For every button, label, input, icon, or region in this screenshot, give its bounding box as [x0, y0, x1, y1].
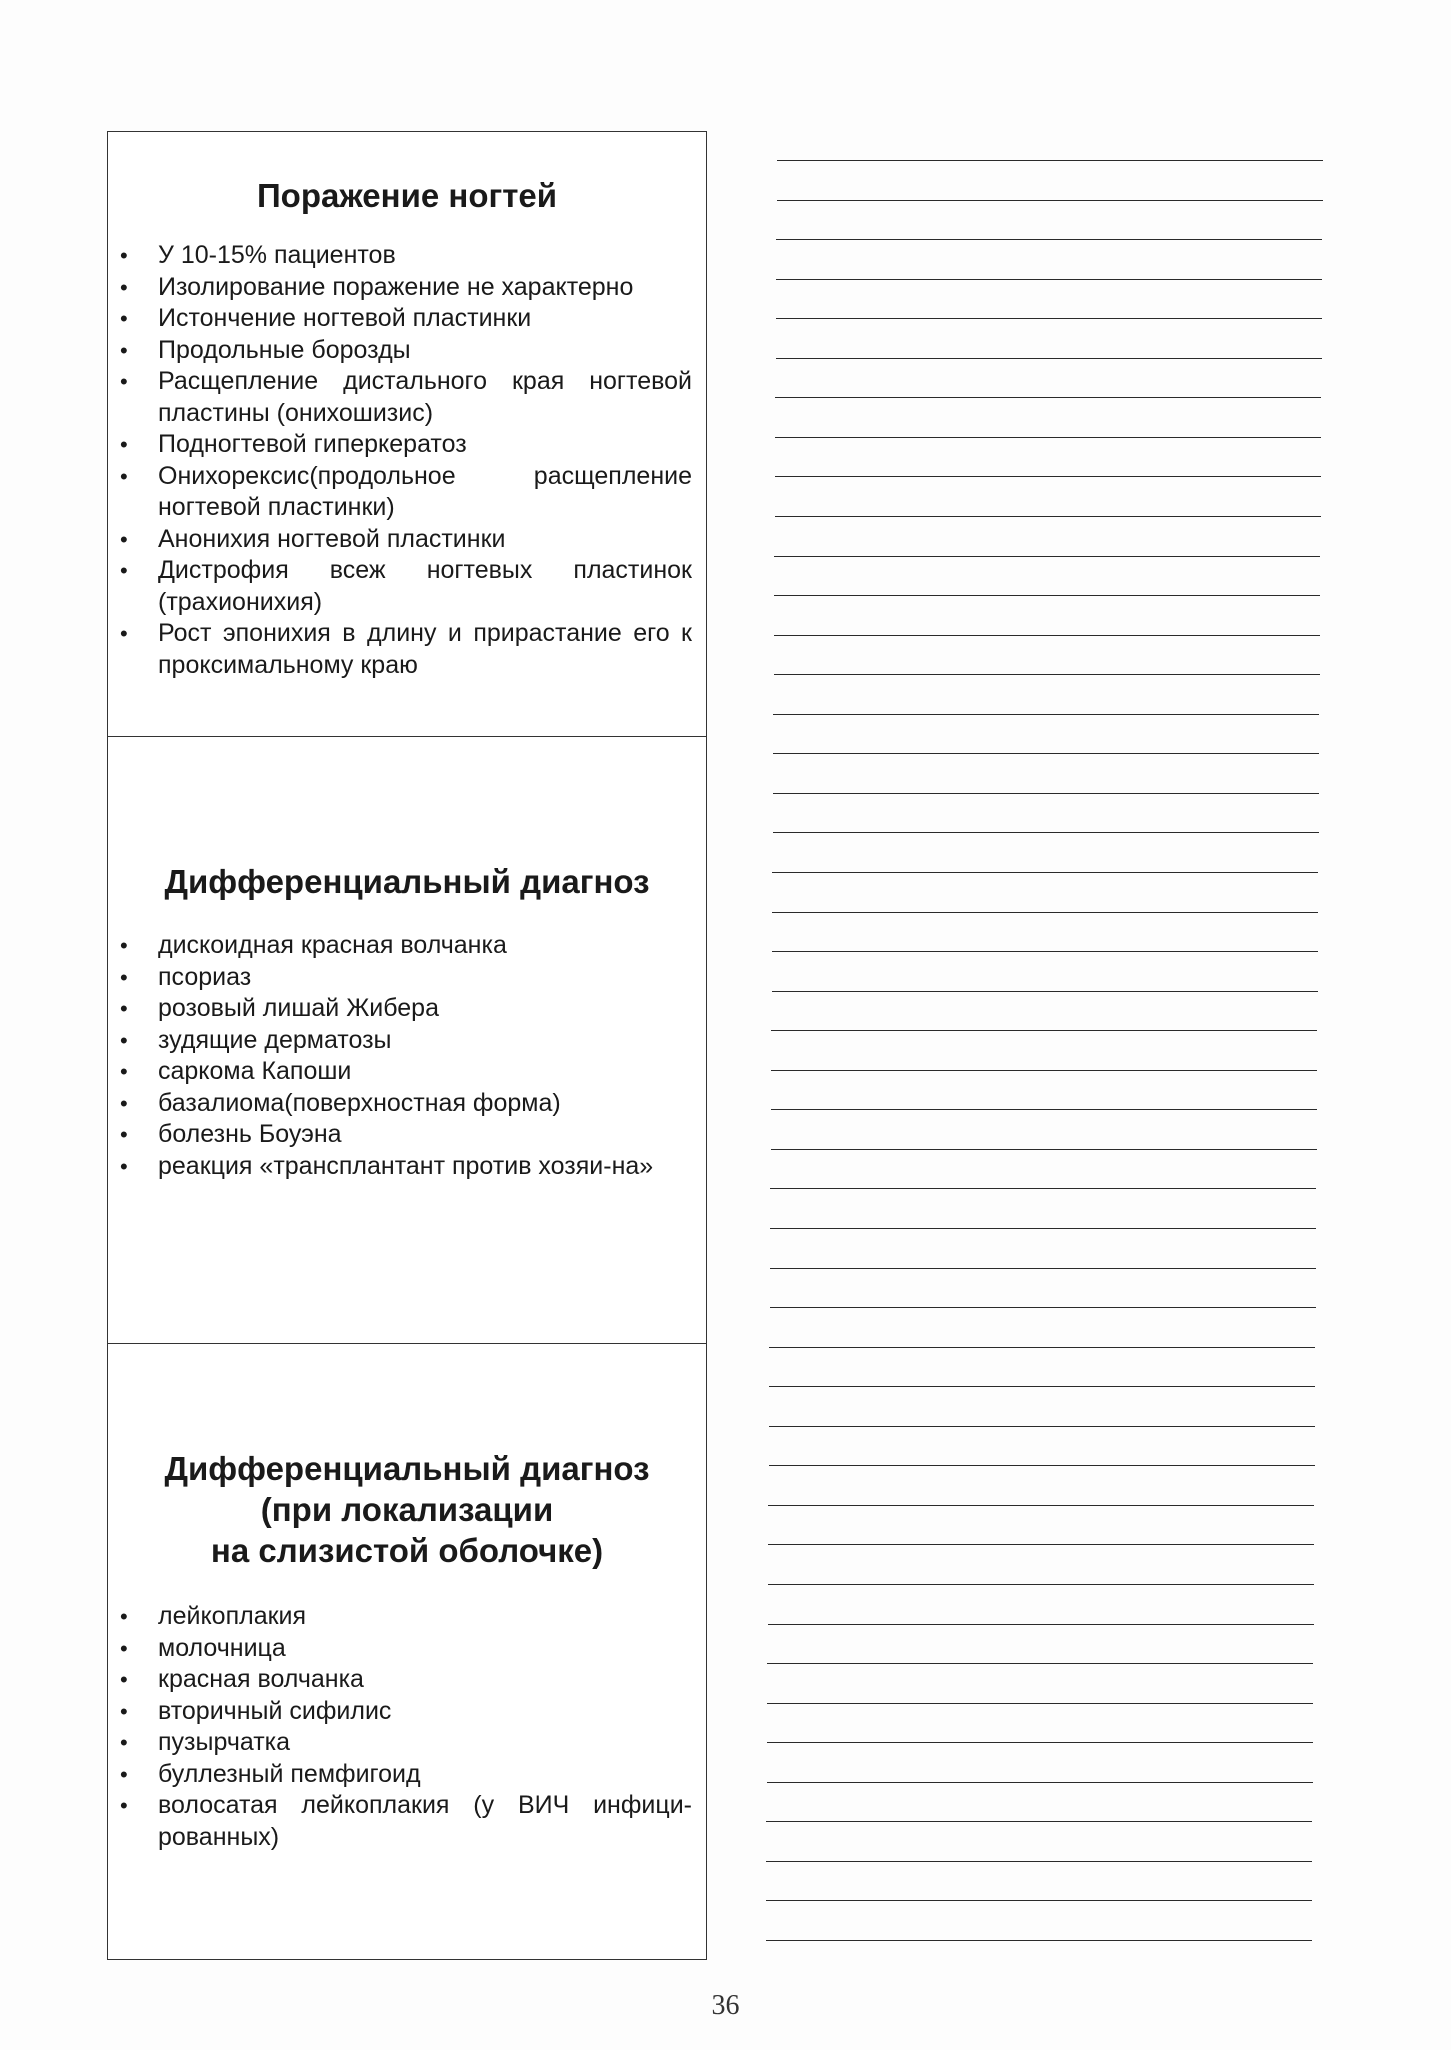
bullet-icon: •	[120, 1153, 128, 1179]
page-number: 36	[711, 1990, 740, 2021]
note-line	[771, 1149, 1317, 1150]
note-line	[773, 753, 1319, 754]
note-line	[767, 1663, 1313, 1664]
bullet-icon: •	[120, 1793, 128, 1818]
bullet-icon: •	[120, 1604, 128, 1629]
note-line	[772, 872, 1318, 873]
note-line	[771, 1030, 1317, 1031]
note-line	[769, 1386, 1315, 1387]
list-item: • Истончение ногтевой пластинки	[108, 303, 706, 335]
bullet-icon: •	[120, 558, 128, 583]
bullet-icon: •	[120, 243, 128, 268]
note-line	[770, 1307, 1316, 1308]
bullet-icon: •	[120, 996, 128, 1021]
list-item: • буллезный пемфигоид	[108, 1759, 706, 1791]
bullet-icon: •	[120, 933, 128, 958]
bullet-list	[108, 1601, 706, 1853]
slide-title	[108, 1344, 706, 1571]
note-line	[767, 1782, 1313, 1783]
bullet-icon: •	[120, 1635, 128, 1661]
list-item: • Онихорексис(продольное расщепление ногтевой пластинки)	[120, 461, 692, 521]
note-line	[768, 1584, 1314, 1585]
slide-differential-diagnosis-mucosa	[107, 1344, 707, 1960]
list-item: • Анонихия ногтевой пластинки	[108, 524, 706, 556]
bullet-icon: •	[120, 1761, 128, 1787]
note-line	[774, 595, 1320, 596]
slide-title: Дифференциальный диагноз	[164, 863, 650, 900]
bullet-icon: •	[120, 1059, 128, 1084]
note-line	[771, 1109, 1317, 1110]
list-item: • болезнь Боуэна	[108, 1119, 706, 1151]
slide-differential-diagnosis	[107, 737, 707, 1344]
note-line	[766, 1861, 1312, 1862]
note-line	[775, 397, 1321, 398]
note-line	[775, 516, 1321, 517]
note-line	[772, 991, 1318, 992]
slide-column	[107, 131, 707, 1960]
slide-title-line: (при локализации	[260, 1491, 554, 1528]
note-line	[775, 476, 1321, 477]
bullet-icon: •	[120, 1122, 128, 1147]
note-line	[775, 437, 1321, 438]
list-item: • Расщепление дистального края ногтевой пластины (онихошизис)	[120, 367, 692, 427]
note-line	[777, 160, 1323, 161]
list-item: • псориаз	[108, 962, 706, 994]
slide-title-line: на слизистой оболочке)	[210, 1532, 604, 1569]
list-item: • лейкоплакия	[108, 1601, 706, 1633]
note-line	[766, 1900, 1312, 1901]
note-line	[776, 318, 1322, 319]
note-line	[769, 1426, 1315, 1427]
note-line	[776, 279, 1322, 280]
note-line	[767, 1742, 1313, 1743]
bullet-icon: •	[120, 432, 128, 457]
bullet-icon: •	[120, 274, 128, 300]
bullet-icon: •	[120, 964, 128, 990]
list-item: • розовый лишай Жибера	[108, 993, 706, 1025]
list-item: • базалиома(поверхностная форма)	[108, 1088, 706, 1120]
list-item: • зудящие дерматозы	[108, 1025, 706, 1057]
note-line	[773, 793, 1319, 794]
note-line	[766, 1821, 1312, 1822]
list-item: • пузырчатка	[108, 1727, 706, 1759]
note-line	[768, 1544, 1314, 1545]
list-item: • Продольные борозды	[108, 335, 706, 367]
bullet-icon: •	[120, 463, 128, 489]
list-item: • вторичный сифилис	[108, 1696, 706, 1728]
slide-title: Поражение ногтей	[256, 177, 558, 214]
note-line	[770, 1268, 1316, 1269]
list-item: • Рост эпонихия в длину и прирастание его к проксимальному краю	[120, 619, 692, 679]
note-line	[774, 674, 1320, 675]
note-line	[773, 832, 1319, 833]
bullet-icon: •	[120, 306, 128, 331]
note-line	[774, 556, 1320, 557]
note-line	[776, 239, 1322, 240]
note-line	[774, 635, 1320, 636]
list-item: • Изолирование поражение не характерно	[108, 272, 706, 304]
list-item: • дискоидная красная волчанка	[108, 930, 706, 962]
list-item: • У 10-15% пациентов	[108, 240, 706, 272]
slide-title-line: Дифференциальный диагноз	[164, 1450, 650, 1487]
list-item: • молочница	[108, 1633, 706, 1665]
bullet-list	[108, 240, 706, 681]
note-line	[773, 714, 1319, 715]
bullet-icon: •	[120, 621, 128, 646]
bullet-icon: •	[120, 1730, 128, 1755]
note-line	[772, 912, 1318, 913]
list-item: • саркома Капоши	[108, 1056, 706, 1088]
bullet-icon: •	[120, 337, 128, 363]
list-item: • Подногтевой гиперкератоз	[108, 429, 706, 461]
note-line	[768, 1624, 1314, 1625]
slide-nail-lesions	[107, 131, 707, 737]
note-line	[777, 200, 1323, 201]
note-line	[771, 1070, 1317, 1071]
note-line	[769, 1465, 1315, 1466]
note-line	[772, 951, 1318, 952]
bullet-icon: •	[120, 1698, 128, 1724]
bullet-icon: •	[120, 369, 128, 394]
note-line	[776, 358, 1322, 359]
list-item: • Дистрофия всеж ногтевых пластинок (трахионихия)	[120, 556, 692, 616]
note-line	[770, 1188, 1316, 1189]
note-line	[770, 1228, 1316, 1229]
note-line	[769, 1347, 1315, 1348]
list-item: • красная волчанка	[108, 1664, 706, 1696]
note-line	[768, 1505, 1314, 1506]
list-item: • реакция «трансплантант против хозяи-на»	[108, 1151, 706, 1183]
list-item: • волосатая лейкоплакия (у ВИЧ инфици-рованных)	[120, 1791, 692, 1851]
note-line	[766, 1940, 1312, 1941]
bullet-icon: •	[120, 1090, 128, 1116]
note-line	[767, 1703, 1313, 1704]
bullet-icon: •	[120, 1027, 128, 1053]
bullet-icon: •	[120, 526, 128, 552]
bullet-icon: •	[120, 1667, 128, 1692]
bullet-list	[108, 930, 706, 1182]
